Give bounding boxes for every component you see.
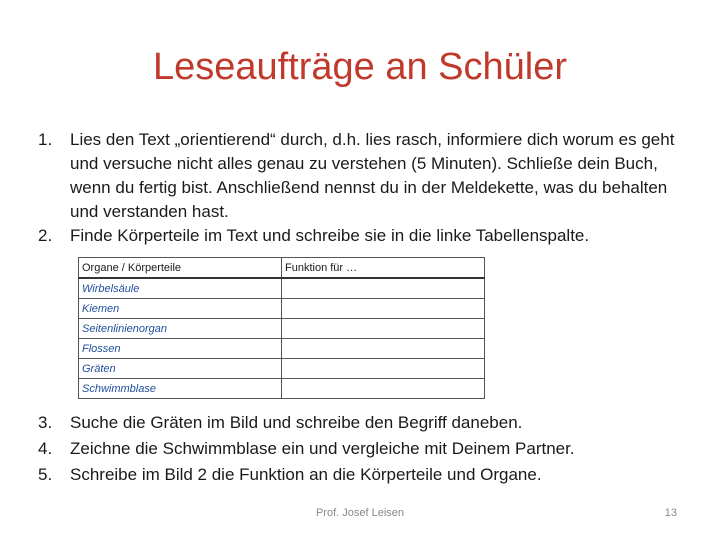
page-number: 13: [664, 507, 677, 519]
organ-cell: Wirbelsäule: [79, 278, 282, 299]
table-row: [79, 359, 485, 379]
organ-cell: Gräten: [79, 359, 282, 379]
table-header-row: [79, 258, 485, 279]
organ-cell: Schwimmblase: [79, 379, 282, 399]
table-row: [79, 278, 485, 299]
footer-author: Prof. Josef Leisen: [315, 507, 405, 519]
task-number: 2.: [38, 226, 53, 245]
task-item-5: [38, 462, 678, 488]
organ-cell: Seitenlinienorgan: [79, 319, 282, 339]
task-number: 3.: [38, 413, 53, 432]
task-item-4: [38, 436, 678, 462]
header-organs: Organe / Körperteile: [79, 258, 282, 279]
function-cell[interactable]: [282, 379, 485, 399]
page-title: Leseaufträge an Schüler: [152, 46, 568, 88]
function-cell[interactable]: [282, 278, 485, 299]
table-row: [79, 299, 485, 319]
task-item-1: [38, 128, 678, 224]
table-row: [79, 379, 485, 399]
task-item-3: [38, 410, 678, 436]
task-list-top: [38, 128, 678, 248]
task-text: Finde Körperteile im Text und schreibe sie in die linke Tabellenspalte.: [70, 226, 590, 245]
task-text: Suche die Gräten im Bild und schreibe den Begriff daneben.: [70, 413, 523, 432]
task-number: 1.: [38, 130, 53, 149]
task-text: Zeichne die Schwimmblase ein und vergleiche mit Deinem Partner.: [70, 439, 575, 458]
task-text: Lies den Text „orientierend“ durch, d.h. lies rasch, informiere dich worum es geht und versuche nicht alles genau zu verstehen (5 Minuten). Schließe dein Buch, wenn du fertig bist. Anschließend nennst du in der Meldekette, was du behalten und verstanden hast.: [70, 130, 675, 221]
table-row: [79, 339, 485, 359]
organ-cell: Kiemen: [79, 299, 282, 319]
task-number: 4.: [38, 439, 53, 458]
task-text: Schreibe im Bild 2 die Funktion an die Körperteile und Organe.: [70, 465, 542, 484]
function-cell[interactable]: [282, 299, 485, 319]
header-function: Funktion für …: [282, 258, 485, 279]
organ-table-wrapper: [78, 257, 485, 399]
organ-table: [78, 257, 485, 399]
organ-cell: Flossen: [79, 339, 282, 359]
function-cell[interactable]: [282, 359, 485, 379]
task-number: 5.: [38, 465, 53, 484]
function-cell[interactable]: [282, 339, 485, 359]
function-cell[interactable]: [282, 319, 485, 339]
table-row: [79, 319, 485, 339]
task-list-bottom: [38, 410, 678, 488]
task-item-2: [38, 224, 678, 248]
